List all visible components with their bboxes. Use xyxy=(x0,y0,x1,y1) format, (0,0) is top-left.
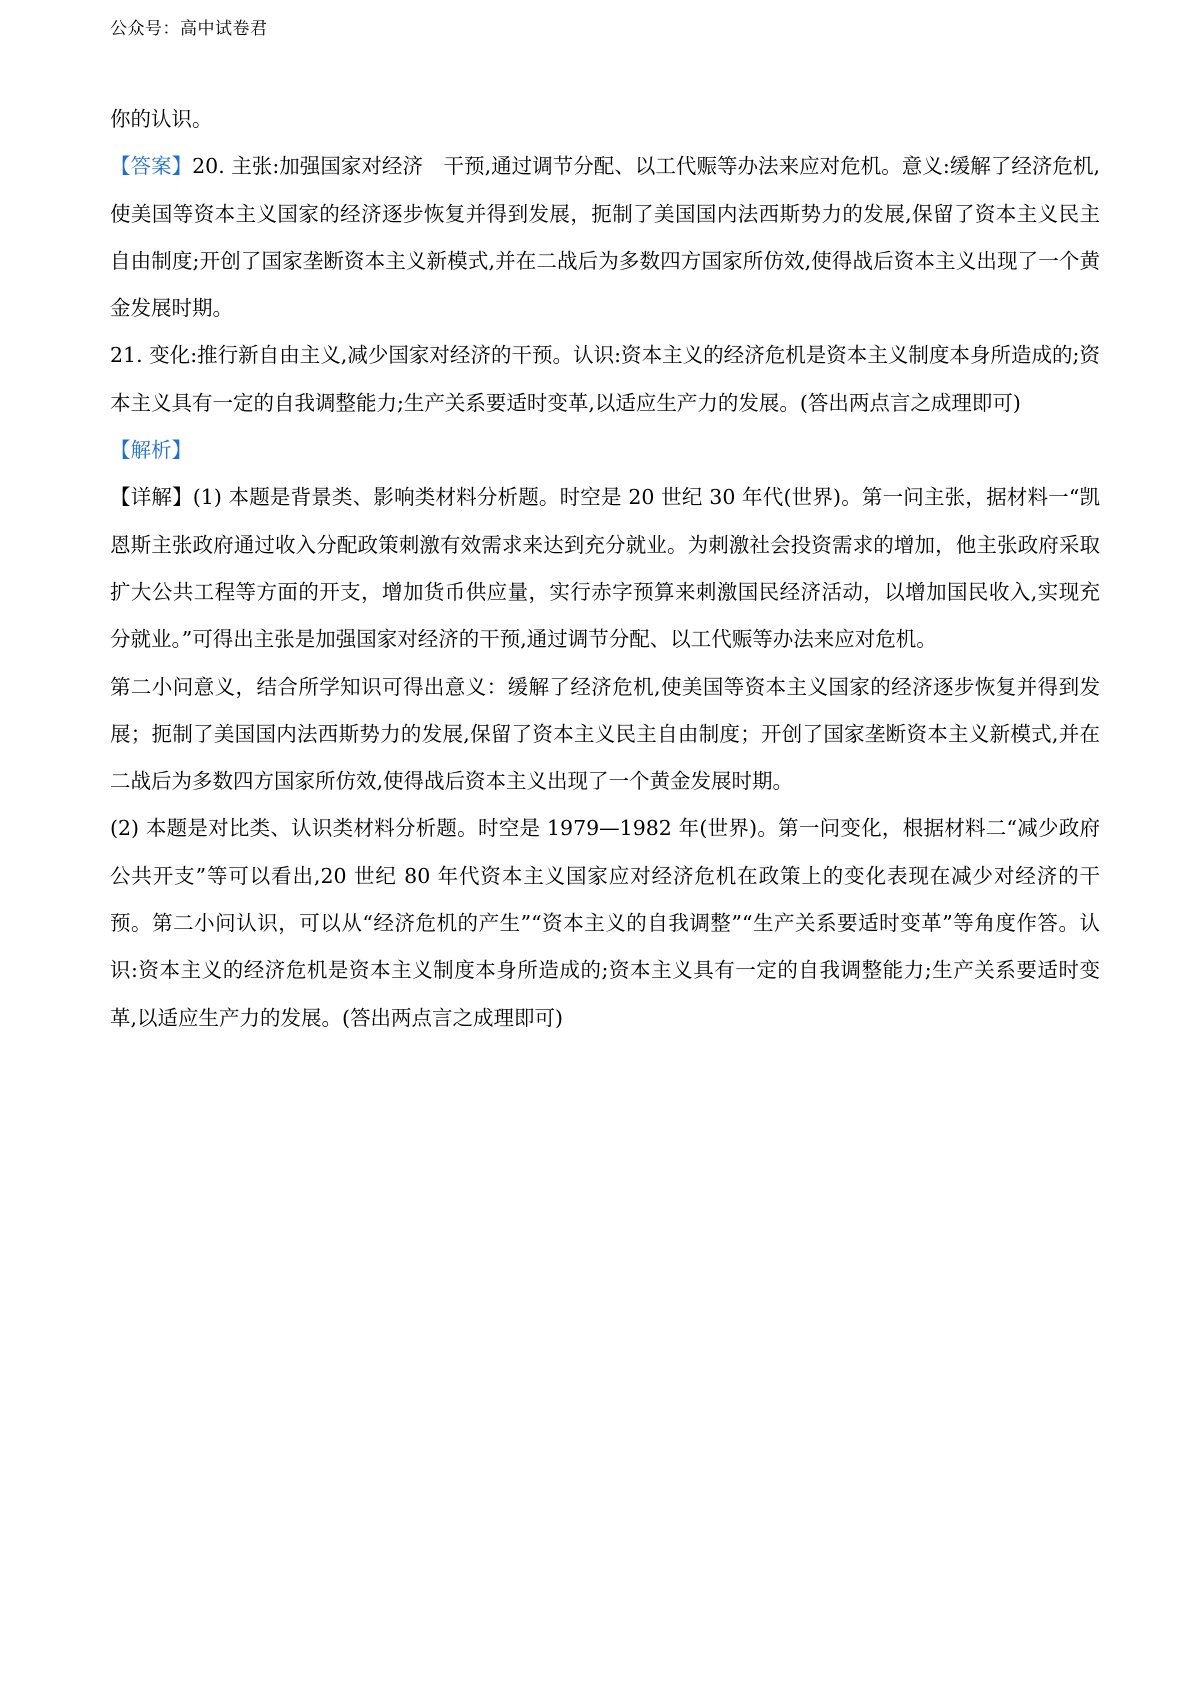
answer-q20-text: 20. 主张:加强国家对经济 干预,通过调节分配、以工代赈等办法来应对危机。意义:缓解了经济危机,使美国等资本主义国家的经济逐步恢复并得到发展，扼制了美国国内法西斯势力的发展,保留了资本主义民主自由制度;开创了国家垄断资本主义新模式,并在二战后为多数四方国家所仿效,使得战后资本主义出现了一个黄金发展时期。 xyxy=(110,154,1100,321)
document-body xyxy=(110,96,1100,1042)
detail-part1-paragraph xyxy=(110,474,1100,663)
previous-question-tail: 你的认识。 xyxy=(110,107,213,131)
detail-part2-paragraph: (2) 本题是对比类、认识类材料分析题。时空是 1979—1982 年(世界)。第一问变化，根据材料二“减少政府公共开支”等可以看出,20 世纪 80 年代资本主义国家应对经济危机在政策上的变化表现在减少对经济的干预。第二小问认识，可以从“经济危机的产生”“资本主义的自我调整”“生产关系要适时变革”等角度作答。认识:资本主义的经济危机是资本主义制度本身所造成的;资本主义具有一定的自我调整能力;生产关系要适时变革,以适应生产力的发展。(答出两点言之成理即可) xyxy=(110,816,1100,1030)
analysis-tag-paragraph xyxy=(110,427,1100,474)
page-header-source: 公众号：高中试卷君 xyxy=(110,19,268,39)
answer-q20-paragraph xyxy=(110,143,1100,332)
detail-tag: 【详解】 xyxy=(110,485,193,510)
analysis-tag: 【解析】 xyxy=(110,438,192,463)
detail-part1-text: (1) 本题是背景类、影响类材料分析题。时空是 20 世纪 30 年代(世界)。第一问主张，据材料一“凯恩斯主张政府通过收入分配政策刺激有效需求来达到充分就业。为刺激社会投资需求的增加，他主张政府采取扩大公共工程等方面的开支，增加货币供应量，实行赤字预算来刺激国民经济活动，以增加国民收入,实现充分就业。”可得出主张是加强国家对经济的干预,通过调节分配、以工代赈等办法来应对危机。 xyxy=(110,485,1101,652)
detail-part1-significance: 第二小问意义，结合所学知识可得出意义：缓解了经济危机,使美国等资本主义国家的经济逐步恢复并得到发展；扼制了美国国内法西斯势力的发展,保留了资本主义民主自由制度；开创了国家垄断资本主义新模式,并在二战后为多数四方国家所仿效,使得战后资本主义出现了一个黄金发展时期。 xyxy=(110,674,1100,794)
answer-q21-paragraph: 21. 变化:推行新自由主义,减少国家对经济的干预。认识:资本主义的经济危机是资本主义制度本身所造成的;资本主义具有一定的自我调整能力;生产关系要适时变革,以适应生产力的发展。(答出两点言之成理即可) xyxy=(110,343,1100,415)
answer-tag: 【答案】 xyxy=(110,154,193,179)
